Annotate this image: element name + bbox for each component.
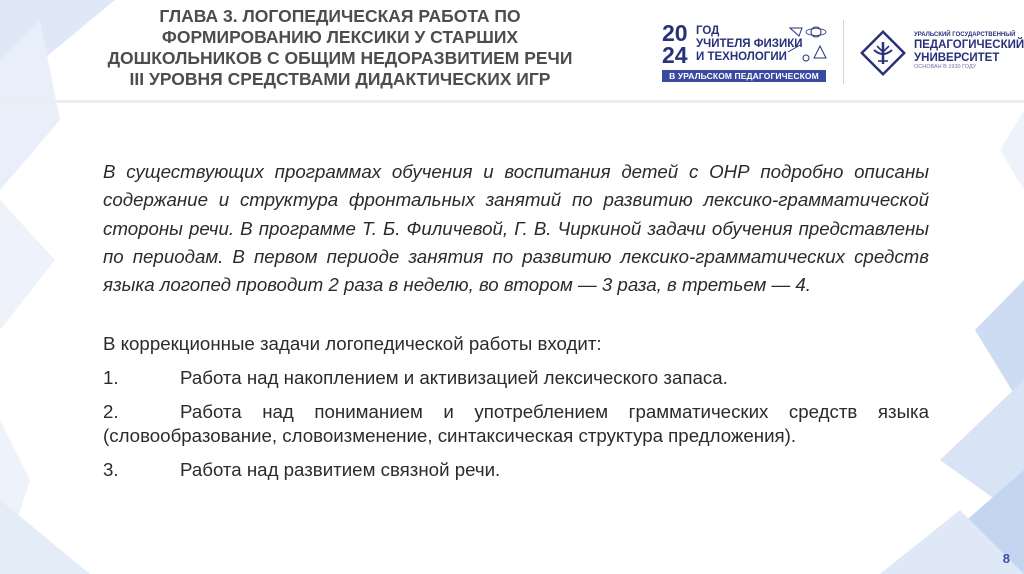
badge-year-top: 20 [662,20,688,46]
right-decor-shape-5 [1000,110,1024,190]
title-line: ФОРМИРОВАНИЮ ЛЕКСИКИ У СТАРШИХ [161,27,519,47]
header-rule [0,100,1024,103]
university-emblem-icon [858,28,908,78]
university-name-line: ПЕДАГОГИЧЕСКИЙ [914,39,1024,51]
logo-divider [843,20,844,84]
title-line: III УРОВНЯ СРЕДСТВАМИ ДИДАКТИЧЕСКИХ ИГР [129,69,551,89]
science-doodle-icon [780,22,830,68]
year-badge-logo [662,22,832,82]
university-tagline: ОСНОВАН В 1930 ГОДУ [914,64,977,70]
badge-line: УЧИТЕЛЯ ФИЗИКИ [696,38,803,50]
badge-year-bottom: 24 [662,42,688,68]
page-number: 8 [1002,551,1010,566]
task-text: Работа над пониманием и употреблением грамматических средств языка (словообразование, словоизменение, синтаксическая структура предложения). [103,401,929,447]
badge-line: И ТЕХНОЛОГИИ [696,51,787,63]
task-number: 2. [103,401,119,423]
title-line: ДОШКОЛЬНИКОВ С ОБЩИМ НЕДОРАЗВИТИЕМ РЕЧИ [107,48,573,68]
task-item [103,400,929,448]
task-item [103,366,929,390]
university-logo-text [914,32,1024,71]
university-small-line: УРАЛЬСКИЙ ГОСУДАРСТВЕННЫЙ [914,32,1016,38]
slide-body [103,158,929,482]
badge-line: ГОД [696,25,720,37]
badge-year [662,22,688,66]
badge-bar: В УРАЛЬСКОМ ПЕДАГОГИЧЕСКОМ [662,70,826,82]
tasks-lead: В коррекционные задачи логопедической работы входит: [103,333,602,355]
university-name-line: УНИВЕРСИТЕТ [914,51,1000,64]
slide-title [40,6,640,90]
left-decor-shape-5 [0,500,90,574]
slide-header [0,0,1024,104]
title-line: ГЛАВА 3. ЛОГОПЕДИЧЕСКАЯ РАБОТА ПО [159,6,521,26]
task-number: 1. [103,367,119,389]
task-text: Работа над накоплением и активизацией лексического запаса. [180,367,728,389]
left-decor-shape-3 [0,200,55,330]
intro-paragraph: В существующих программах обучения и воспитания детей с ОНР подробно описаны содержание и структура фронтальных занятий по развитию лексико-грамматической стороны речи. В программе Т. Б. Филичевой, Г. В. Чиркиной задачи обучения представлены по периодам. В первом периоде занятия по развитию лексико-грамматических средств языка логопед проводит 2 раза в неделю, во втором — 3 раза, в третьем — 4. [103,161,929,296]
task-number: 3. [103,459,119,481]
task-item [103,458,929,482]
task-text: Работа над развитием связной речи. [180,459,501,481]
